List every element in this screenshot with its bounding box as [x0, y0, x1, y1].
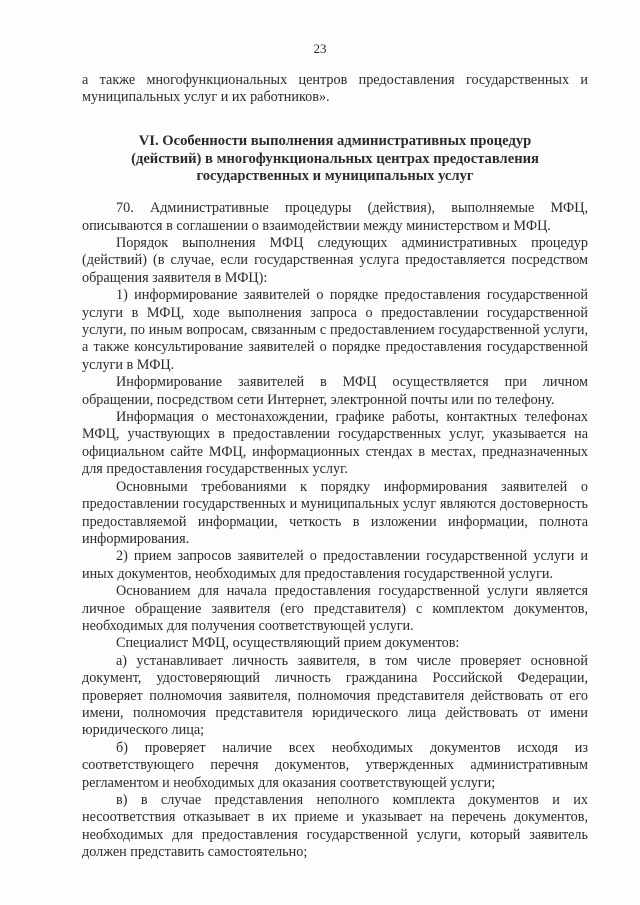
list-item-2: 2) прием запросов заявителей о предоставлении государственной услуги и иных документов, необходимых для предоставления государственной услуги.	[82, 548, 588, 582]
paragraph-70: 70. Административные процедуры (действия), выполняемые МФЦ, описываются в соглашении о взаимодействии между министерством и МФЦ.	[82, 200, 588, 234]
sub-item-b: б) проверяет наличие всех необходимых документов исходя из соответствующего перечня документов, утвержденных административным регламентом и необходимых для оказания соответствующей услуги;	[82, 739, 588, 791]
paragraph: Порядок выполнения МФЦ следующих административных процедур (действий) (в случае, если государственная услуга предоставляется посредством обращения заявителя в МФЦ):	[82, 235, 588, 286]
paragraph: Основанием для начала предоставления государственной услуги является личное обращение заявителя (его представителя) с комплектом документов, необходимых для получения соответствующей услуги.	[82, 583, 588, 634]
sub-item-v: в) в случае представления неполного комплекта документов и их несоответствия отказывает в их приеме и указывает на перечень документов, необходимых для предоставления государственной услуги, который заявитель должен представить самостоятельно;	[82, 792, 588, 861]
list-item-1: 1) информирование заявителей о порядке предоставления государственной услуги в МФЦ, ходе выполнения запроса о предоставлении государственной услуги, по иным вопросам, связанным с предоставлением государственной услуги, а также консультирование заявителей о порядке предоставления государственной услуги в МФЦ.	[82, 287, 588, 373]
section-heading-line: (действий) в многофункциональных центрах предоставления	[131, 150, 539, 167]
paragraph: Информация о местонахождении, графике работы, контактных телефонах МФЦ, участвующих в предоставлении государственных услуг, указывается на официальном сайте МФЦ, информационных стендах в местах, предназначенных для предоставления государственных услуг.	[82, 409, 588, 478]
sub-item-a: а) устанавливает личность заявителя, в том числе проверяет основной документ, удостоверяющий личность гражданина Российской Федерации, проверяет полномочия заявителя, полномочия представителя действовать от его имени, полномочия представителя юридического лица действовать от имени юридического лица;	[82, 652, 588, 739]
section-heading	[82, 133, 588, 186]
page-number: 23	[313, 41, 327, 56]
paragraph: Основными требованиями к порядку информирования заявителей о предоставлении государственных и муниципальных услуг являются достоверность предоставляемой информации, четкость в изложении информации, полнота информирования.	[82, 478, 588, 547]
section-heading-line: государственных и муниципальных услуг	[196, 168, 474, 185]
page-content	[82, 72, 588, 862]
section-heading-line: VI. Особенности выполнения административных процедур	[138, 132, 532, 149]
paragraph: Специалист МФЦ, осуществляющий прием документов:	[116, 635, 460, 652]
continuation-paragraph: а также многофункциональных центров предоставления государственных и муниципальных услуг и их работников».	[82, 72, 588, 106]
paragraph: Информирование заявителей в МФЦ осуществляется при личном обращении, посредством сети Интернет, электронной почты или по телефону.	[82, 374, 588, 408]
